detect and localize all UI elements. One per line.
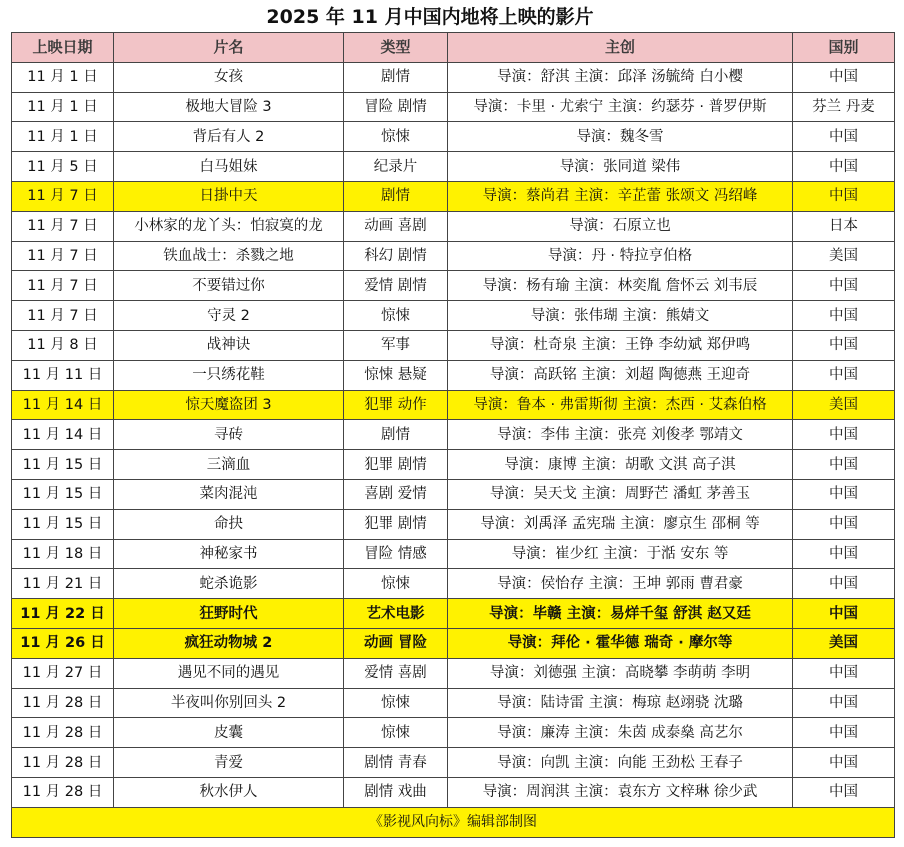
release-date-cell: 11 月 15 日	[12, 479, 114, 509]
country-cell: 芬兰 丹麦	[793, 92, 895, 122]
table-row	[12, 569, 895, 599]
release-date-cell: 11 月 27 日	[12, 658, 114, 688]
country-cell: 中国	[793, 569, 895, 599]
release-date-cell: 11 月 7 日	[12, 301, 114, 331]
table-row	[12, 122, 895, 152]
table-row	[12, 599, 895, 629]
crew-cell: 导演：毕赣 主演：易烊千玺 舒淇 赵又廷	[448, 599, 793, 629]
film-title-cell: 白马姐妹	[114, 152, 344, 182]
crew-cell: 导演：石原立也	[448, 211, 793, 241]
col-header-genre: 类型	[344, 33, 448, 63]
film-title-cell: 战神诀	[114, 330, 344, 360]
film-title-cell: 惊天魔盗团 3	[114, 390, 344, 420]
country-cell: 中国	[793, 688, 895, 718]
genre-cell: 喜剧 爱情	[344, 479, 448, 509]
country-cell: 中国	[793, 330, 895, 360]
table-row	[12, 390, 895, 420]
crew-cell: 导演：康博 主演：胡歌 文淇 高子淇	[448, 450, 793, 480]
release-date-cell: 11 月 14 日	[12, 390, 114, 420]
film-title-cell: 女孩	[114, 62, 344, 92]
table-row	[12, 330, 895, 360]
crew-cell: 导演：刘德强 主演：高晓攀 李萌萌 李明	[448, 658, 793, 688]
country-cell: 中国	[793, 301, 895, 331]
release-date-cell: 11 月 28 日	[12, 748, 114, 778]
genre-cell: 犯罪 剧情	[344, 509, 448, 539]
film-title-cell: 蛇杀诡影	[114, 569, 344, 599]
country-cell: 中国	[793, 748, 895, 778]
genre-cell: 动画 冒险	[344, 628, 448, 658]
table-row	[12, 211, 895, 241]
country-cell: 中国	[793, 539, 895, 569]
table-row	[12, 748, 895, 778]
genre-cell: 惊悚	[344, 718, 448, 748]
release-date-cell: 11 月 15 日	[12, 450, 114, 480]
film-title-cell: 守灵 2	[114, 301, 344, 331]
table-row	[12, 271, 895, 301]
country-cell: 中国	[793, 122, 895, 152]
genre-cell: 剧情 青春	[344, 748, 448, 778]
release-date-cell: 11 月 7 日	[12, 241, 114, 271]
genre-cell: 犯罪 动作	[344, 390, 448, 420]
country-cell: 中国	[793, 777, 895, 807]
country-cell: 中国	[793, 599, 895, 629]
col-header-title: 片名	[114, 33, 344, 63]
release-date-cell: 11 月 1 日	[12, 122, 114, 152]
release-date-cell: 11 月 7 日	[12, 181, 114, 211]
genre-cell: 犯罪 剧情	[344, 450, 448, 480]
table-row	[12, 777, 895, 807]
country-cell: 日本	[793, 211, 895, 241]
genre-cell: 惊悚	[344, 688, 448, 718]
release-date-cell: 11 月 28 日	[12, 718, 114, 748]
release-date-cell: 11 月 8 日	[12, 330, 114, 360]
country-cell: 中国	[793, 718, 895, 748]
country-cell: 中国	[793, 450, 895, 480]
crew-cell: 导演：向凯 主演：向能 王劲松 王春子	[448, 748, 793, 778]
table-row	[12, 301, 895, 331]
genre-cell: 动画 喜剧	[344, 211, 448, 241]
release-date-cell: 11 月 5 日	[12, 152, 114, 182]
crew-cell: 导演：鲁本 · 弗雷斯彻 主演：杰西 · 艾森伯格	[448, 390, 793, 420]
film-title-cell: 三滴血	[114, 450, 344, 480]
genre-cell: 冒险 剧情	[344, 92, 448, 122]
genre-cell: 剧情	[344, 181, 448, 211]
film-title-cell: 寻砖	[114, 420, 344, 450]
genre-cell: 惊悚 悬疑	[344, 360, 448, 390]
film-title-cell: 菜肉混沌	[114, 479, 344, 509]
crew-cell: 导演：崔少红 主演：于湉 安东 等	[448, 539, 793, 569]
release-date-cell: 11 月 1 日	[12, 92, 114, 122]
crew-cell: 导演：魏冬雪	[448, 122, 793, 152]
film-title-cell: 皮囊	[114, 718, 344, 748]
table-row	[12, 450, 895, 480]
footer-credit: 《影视风向标》编辑部制图	[12, 807, 895, 837]
table-row	[12, 360, 895, 390]
genre-cell: 冒险 情感	[344, 539, 448, 569]
film-title-cell: 狂野时代	[114, 599, 344, 629]
col-header-date: 上映日期	[12, 33, 114, 63]
genre-cell: 科幻 剧情	[344, 241, 448, 271]
crew-cell: 导演：周润淇 主演：袁东方 文梓琳 徐少武	[448, 777, 793, 807]
country-cell: 美国	[793, 241, 895, 271]
footer-row	[12, 807, 895, 837]
film-title-cell: 命抉	[114, 509, 344, 539]
release-date-cell: 11 月 28 日	[12, 777, 114, 807]
table-row	[12, 628, 895, 658]
release-date-cell: 11 月 18 日	[12, 539, 114, 569]
country-cell: 中国	[793, 62, 895, 92]
release-date-cell: 11 月 14 日	[12, 420, 114, 450]
table-row	[12, 688, 895, 718]
country-cell: 中国	[793, 152, 895, 182]
release-date-cell: 11 月 15 日	[12, 509, 114, 539]
film-title-cell: 不要错过你	[114, 271, 344, 301]
crew-cell: 导演：蔡尚君 主演：辛芷蕾 张颂文 冯绍峰	[448, 181, 793, 211]
film-title-cell: 铁血战士：杀戮之地	[114, 241, 344, 271]
genre-cell: 纪录片	[344, 152, 448, 182]
film-title-cell: 半夜叫你别回头 2	[114, 688, 344, 718]
country-cell: 中国	[793, 360, 895, 390]
genre-cell: 爱情 喜剧	[344, 658, 448, 688]
film-title-cell: 极地大冒险 3	[114, 92, 344, 122]
country-cell: 中国	[793, 271, 895, 301]
country-cell: 中国	[793, 479, 895, 509]
table-row	[12, 420, 895, 450]
page-title: 2025 年 11 月中国内地将上映的影片	[266, 6, 594, 28]
release-date-cell: 11 月 21 日	[12, 569, 114, 599]
release-date-cell: 11 月 1 日	[12, 62, 114, 92]
crew-cell: 导演：舒淇 主演：邱泽 汤毓绮 白小樱	[448, 62, 793, 92]
release-date-cell: 11 月 7 日	[12, 271, 114, 301]
genre-cell: 剧情	[344, 420, 448, 450]
crew-cell: 导演：张伟瑚 主演：熊婧文	[448, 301, 793, 331]
film-title-cell: 神秘家书	[114, 539, 344, 569]
crew-cell: 导演：杜奇泉 主演：王铮 李幼斌 郑伊鸣	[448, 330, 793, 360]
release-date-cell: 11 月 11 日	[12, 360, 114, 390]
release-table	[11, 32, 895, 838]
crew-cell: 导演：吴天戈 主演：周野芒 潘虹 茅善玉	[448, 479, 793, 509]
crew-cell: 导演：丹 · 特拉亨伯格	[448, 241, 793, 271]
release-date-cell: 11 月 22 日	[12, 599, 114, 629]
table-row	[12, 509, 895, 539]
film-title-cell: 秋水伊人	[114, 777, 344, 807]
table-row	[12, 62, 895, 92]
crew-cell: 导演：杨有瑜 主演：林奕胤 詹怀云 刘韦辰	[448, 271, 793, 301]
genre-cell: 军事	[344, 330, 448, 360]
crew-cell: 导演：侯怡存 主演：王坤 郭雨 曹君豪	[448, 569, 793, 599]
table-row	[12, 718, 895, 748]
table-row	[12, 241, 895, 271]
release-date-cell: 11 月 28 日	[12, 688, 114, 718]
genre-cell: 艺术电影	[344, 599, 448, 629]
crew-cell: 导演：廉涛 主演：朱茵 成泰燊 高艺尔	[448, 718, 793, 748]
genre-cell: 剧情 戏曲	[344, 777, 448, 807]
country-cell: 美国	[793, 628, 895, 658]
genre-cell: 惊悚	[344, 122, 448, 152]
country-cell: 中国	[793, 181, 895, 211]
genre-cell: 剧情	[344, 62, 448, 92]
table-row	[12, 539, 895, 569]
col-header-crew: 主创	[448, 33, 793, 63]
film-title-cell: 疯狂动物城 2	[114, 628, 344, 658]
film-title-cell: 日掛中天	[114, 181, 344, 211]
table-row	[12, 479, 895, 509]
crew-cell: 导演：刘禹泽 孟宪瑞 主演：廖京生 邵桐 等	[448, 509, 793, 539]
col-header-country: 国别	[793, 33, 895, 63]
country-cell: 美国	[793, 390, 895, 420]
crew-cell: 导演：陆诗雷 主演：梅琼 赵翊骁 沈璐	[448, 688, 793, 718]
crew-cell: 导演：张同道 梁伟	[448, 152, 793, 182]
release-date-cell: 11 月 7 日	[12, 211, 114, 241]
film-title-cell: 小林家的龙丫头：怕寂寞的龙	[114, 211, 344, 241]
country-cell: 中国	[793, 509, 895, 539]
table-row	[12, 152, 895, 182]
genre-cell: 爱情 剧情	[344, 271, 448, 301]
table-row	[12, 92, 895, 122]
film-title-cell: 遇见不同的遇见	[114, 658, 344, 688]
film-title-cell: 背后有人 2	[114, 122, 344, 152]
genre-cell: 惊悚	[344, 569, 448, 599]
country-cell: 中国	[793, 658, 895, 688]
genre-cell: 惊悚	[344, 301, 448, 331]
country-cell: 中国	[793, 420, 895, 450]
header-row	[12, 33, 895, 63]
crew-cell: 导演：李伟 主演：张亮 刘俊孝 鄂靖文	[448, 420, 793, 450]
film-title-cell: 一只绣花鞋	[114, 360, 344, 390]
table-row	[12, 181, 895, 211]
crew-cell: 导演：拜伦 · 霍华德 瑞奇 · 摩尔等	[448, 628, 793, 658]
release-date-cell: 11 月 26 日	[12, 628, 114, 658]
crew-cell: 导演：高跃铭 主演：刘超 陶德燕 王迎奇	[448, 360, 793, 390]
film-title-cell: 青爱	[114, 748, 344, 778]
crew-cell: 导演：卡里 · 尤索宁 主演：约瑟芬 · 普罗伊斯	[448, 92, 793, 122]
table-row	[12, 658, 895, 688]
